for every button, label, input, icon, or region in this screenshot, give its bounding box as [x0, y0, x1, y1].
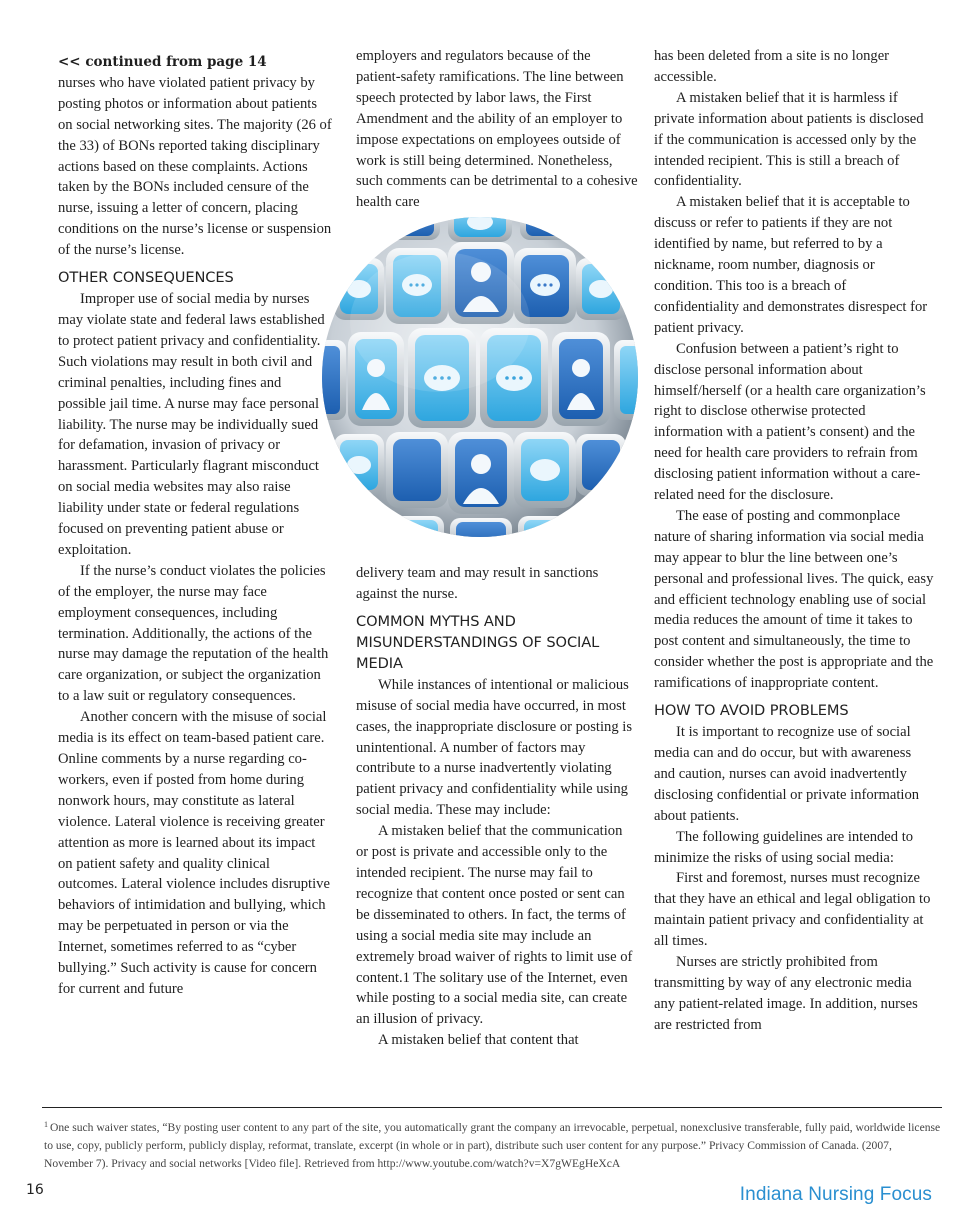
page-number: 16 — [26, 1182, 44, 1198]
paragraph: nurses who have violated patient privacy by posting photos or information about patients on social networking sites. The majority (26 of the 33) of BONs reported taking disciplinary actions based on these complaints. Actions taken by the BONs included censure of the nurse, issuing a letter of concern, placing conditions on the nurse’s license or suspension of the nurse’s license. — [58, 74, 332, 259]
continued-from-label: << continued from page 14 — [58, 54, 267, 70]
person-tile — [448, 432, 514, 514]
footnote — [44, 1116, 942, 1174]
paragraph: While instances of intentional or malicious misuse of social media have occurred, in most cases, the inappropriate disclosure or posting is unintentional. A number of factors may contribute to a nurse inadvertently violating patient privacy and confidentiality while using social media. These may include: — [356, 676, 632, 819]
chat-tile — [334, 434, 384, 496]
paragraph: A mistaken belief that it is harmless if private information about patients is disclosed if the communication is accessed only by the intended recipient. This is still a breach of confidentiality. — [654, 89, 924, 190]
footnote-divider — [42, 1107, 942, 1108]
tile — [390, 516, 444, 542]
chat-tile — [514, 432, 576, 508]
footnote-text: One such waiver states, “By posting user content to any part of the site, you automatically grant the company an irrevocable, perpetual, nonexclusive transferable, fully paid, worldwide license to use, copy, publicly perform, publicly display, reformat, translate, excerpt (in whole or in part), distribute such user content for any purpose.” Privacy Commission of Canada. (2007, November 7). Privacy and social networks [Video file]. Retrieved from http://www.youtube.com/watch?v=X7gWEgHeXcA — [44, 1121, 941, 1171]
paragraph: employers and regulators because of the patient-safety ramifications. The line between speech protected by labor laws, the First Amendment and the ability of an employer to impose expectations on employees outside of work is still being determined. Nonetheless, such comments can be detrimental to a cohesive health care — [356, 48, 638, 211]
chat-bubble-icon — [589, 280, 613, 298]
chat-bubble-icon — [530, 459, 560, 481]
paragraph: The ease of posting and commonplace nature of sharing information via social media may appear to blur the line between one’s personal and professional lives. The quick, easy and efficient technology enabling use of social media reduces the amount of time it takes to post content and simultaneously, the time to consider whether the post is appropriate and the ramifications of inappropriate content. — [654, 507, 934, 692]
paragraph: delivery team and may result in sanctions against the nurse. — [356, 565, 599, 602]
chat-bubble-icon — [467, 214, 493, 230]
column-middle-top — [356, 46, 638, 213]
chat-tile — [576, 258, 626, 320]
tile — [576, 434, 626, 496]
column-right — [654, 46, 934, 1036]
tile — [450, 518, 512, 542]
tile — [386, 432, 448, 508]
social-media-globe-image — [320, 212, 640, 542]
footnote-marker: 1 — [44, 1120, 48, 1129]
chat-tile — [448, 212, 512, 242]
paragraph: Improper use of social media by nurses may violate state and federal laws established to protect patient privacy and confidentiality. Such violations may result in both civil and criminal penalties, including fines and possible jail time. A nurse may face personal liability. The nurse may be individually sued for defamation, invasion of privacy or harassment. Particularly flagrant misconduct on social media websites may also raise liability under state or federal regulations focused on preventing patient abuse or exploitation. — [58, 291, 325, 558]
tile — [388, 212, 440, 240]
paragraph: If the nurse’s conduct violates the policies of the employer, the nurse may face employment consequences, including termination. Additionally, the actions of the nurse may damage the reputation of the health care organization, or subject the organization to a law suit or regulatory consequences. — [58, 562, 329, 705]
tile — [520, 212, 572, 240]
publication-name: Indiana Nursing Focus — [739, 1184, 932, 1205]
person-icon — [471, 454, 491, 474]
section-heading-common-myths: COMMON MYTHS AND MISUNDERSTANDINGS OF SOCIAL MEDIA — [356, 612, 600, 672]
person-tile — [552, 332, 610, 426]
section-heading-how-to-avoid: HOW TO AVOID PROBLEMS — [654, 702, 849, 720]
paragraph: Nurses are strictly prohibited from transmitting by way of any electronic media any patient-related image. In addition, nurses are restricted from — [654, 954, 918, 1033]
paragraph: The following guidelines are intended to minimize the risks of using social media: — [654, 828, 914, 866]
paragraph: Another concern with the misuse of social media is its effect on team-based patient care. Online comments by a nurse regarding co-workers, even if posted from home during nonwork hours, may constitute as lateral violence. Lateral violence is receiving greater attention as more is learned about its impact on patient safety and quality clinical outcomes. Lateral violence includes disruptive behaviors of intimidation and bullying, which may be perpetuated in person or via the Internet, sometimes referred to as “cyber bullying.” Such activity is cause for concern for current and future — [58, 709, 330, 997]
column-middle-bottom — [356, 563, 638, 1051]
tile — [518, 516, 572, 542]
tile — [320, 340, 346, 420]
person-icon — [572, 359, 590, 377]
paragraph: It is important to recognize use of social media can and do occur, but with awareness and caution, nurses can avoid inadvertently disclosing confidential or private information about patients. — [654, 724, 920, 824]
section-heading-other-consequences: OTHER CONSEQUENCES — [58, 269, 234, 287]
paragraph: First and foremost, nurses must recognize that they have an ethical and legal obligation to maintain patient privacy and confidentiality at all times. — [654, 870, 931, 950]
tile — [614, 340, 640, 420]
paragraph: A mistaken belief that the communication or post is private and accessible only to the intended recipient. The nurse may fail to recognize that content once posted or sent can be disseminated to others. In fact, the terms of using a social media site may include an extremely broad waiver of rights to limit use of content.1 The solitary use of the Internet, even while posting to a social media site, can create an illusion of privacy. — [356, 823, 633, 1028]
paragraph: A mistaken belief that it is acceptable to discuss or refer to patients if they are not identified by name, but referred to by a nickname, room number, diagnosis or condition. This too is a breach of confidentiality and demonstrates disrespect for patient privacy. — [654, 194, 928, 336]
chat-bubble-icon — [347, 456, 371, 474]
paragraph: A mistaken belief that content that — [378, 1032, 579, 1049]
paragraph: Confusion between a patient’s right to disclose personal information about himself/herself (or a health care organization’s right to disclose otherwise protected information with a patient’s consent) and the need for health care providers to refrain from disclosing patient information without a care-related need for the disclosure. — [654, 340, 926, 504]
paragraph: has been deleted from a site is no longer accessible. — [654, 48, 890, 85]
column-left — [58, 52, 332, 1000]
